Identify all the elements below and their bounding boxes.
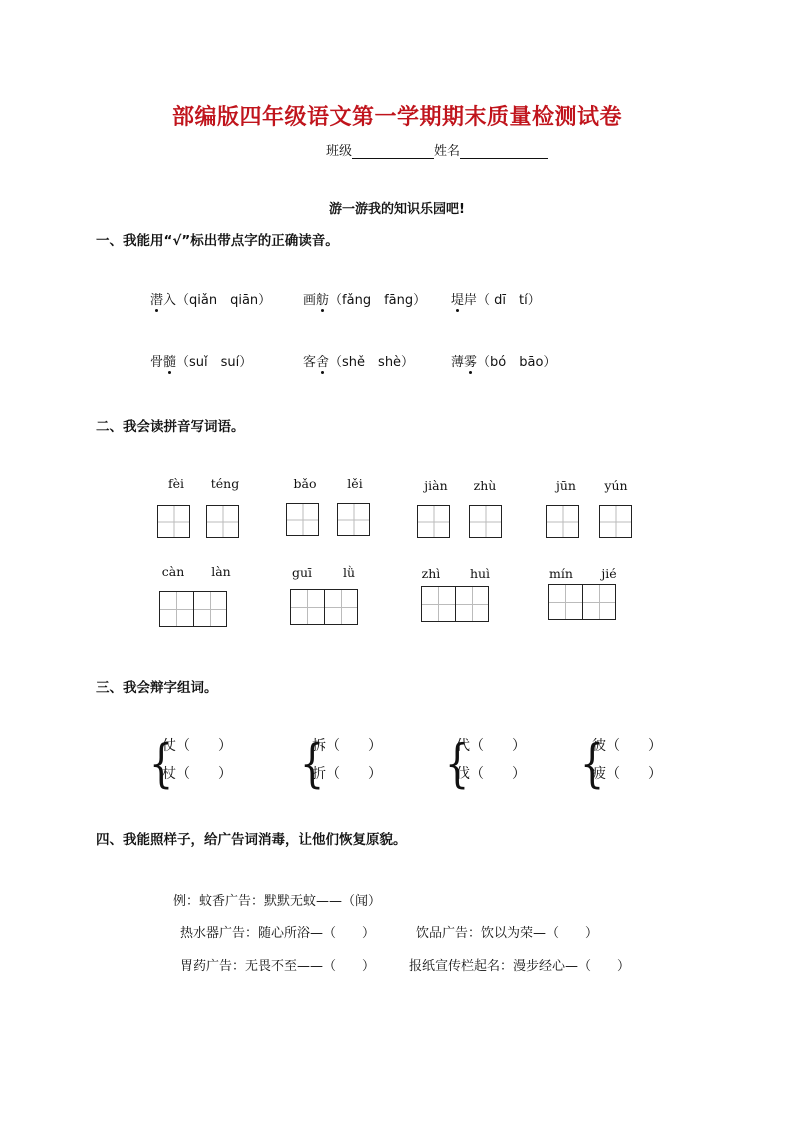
pinyin-label: bǎo <box>293 476 317 491</box>
name-blank[interactable] <box>460 144 548 159</box>
q1-item[interactable]: 薄雾（bó bāo） <box>451 351 556 370</box>
q1-item[interactable]: 堤岸（ dī tí） <box>451 289 541 308</box>
writing-box-pair[interactable] <box>548 584 616 620</box>
section1-title: 一、我能用“√”标出带点字的正确读音。 <box>96 233 339 249</box>
dotted-char: 舫 <box>316 289 329 308</box>
writing-box[interactable] <box>469 505 502 538</box>
intro-text: 游一游我的知识乐园吧! <box>329 202 465 217</box>
q3-item[interactable]: 杖（ ） <box>162 766 232 782</box>
pinyin-label: càn <box>161 564 185 579</box>
writing-box-pair[interactable] <box>159 591 227 627</box>
name-label: 姓名 <box>434 144 461 159</box>
q3-item[interactable]: 代（ ） <box>456 738 526 754</box>
q1-item[interactable]: 客舍（shě shè） <box>303 351 414 370</box>
section4-title: 四、我能照样子，给广告词消毒，让他们恢复原貌。 <box>96 832 407 848</box>
writing-box[interactable] <box>337 503 370 536</box>
pinyin-label: lěi <box>347 476 363 491</box>
class-blank[interactable] <box>352 144 434 159</box>
dotted-char: 髓 <box>163 351 176 370</box>
class-label: 班级 <box>326 144 353 159</box>
pinyin-label: yún <box>604 478 628 493</box>
brace-icon: { <box>580 733 605 794</box>
brace-icon: { <box>149 733 174 794</box>
writing-box-pair[interactable] <box>290 589 358 625</box>
q3-item[interactable]: 拆（ ） <box>312 738 382 754</box>
pinyin-label: jūn <box>556 478 576 493</box>
pinyin-label: guī <box>291 565 313 580</box>
brace-icon: { <box>445 733 470 794</box>
pinyin-label: lǜ <box>342 565 356 580</box>
writing-box[interactable] <box>286 503 319 536</box>
dotted-char: 舍 <box>316 351 329 370</box>
page-title: 部编版四年级语文第一学期期末质量检测试卷 <box>171 105 622 130</box>
writing-box[interactable] <box>599 505 632 538</box>
brace-icon: { <box>300 733 325 794</box>
class-name-line <box>326 140 548 159</box>
pinyin-label: jié <box>601 566 617 581</box>
pinyin-label: mín <box>549 566 573 581</box>
q1-item[interactable]: 画舫（fǎng fāng） <box>303 289 426 308</box>
dotted-char: 潜 <box>150 289 163 308</box>
q4-item[interactable]: 胃药广告：无畏不至——（ ） <box>180 959 376 974</box>
q3-item[interactable]: 折（ ） <box>312 766 382 782</box>
q4-item[interactable]: 热水器广告：随心所浴—（ ） <box>180 926 376 941</box>
pinyin-label: jiàn <box>424 478 448 493</box>
q1-item[interactable]: 潜入（qiǎn qiān） <box>150 289 271 308</box>
writing-box[interactable] <box>157 505 190 538</box>
q1-item[interactable]: 骨髓（suǐ suí） <box>150 351 252 370</box>
q3-item[interactable]: 疲（ ） <box>592 766 662 782</box>
q4-item[interactable]: 饮品广告：饮以为荣—（ ） <box>416 926 599 941</box>
q3-item[interactable]: 彼（ ） <box>592 738 662 754</box>
writing-box-pair[interactable] <box>421 586 489 622</box>
section2-title: 二、我会读拼音写词语。 <box>96 419 245 435</box>
writing-box[interactable] <box>206 505 239 538</box>
dotted-char: 堤 <box>451 289 464 308</box>
pinyin-label: zhì <box>421 566 441 581</box>
dotted-char: 雾 <box>464 351 477 370</box>
writing-box[interactable] <box>546 505 579 538</box>
section3-title: 三、我会辩字组词。 <box>96 680 218 696</box>
pinyin-label: zhù <box>473 478 497 493</box>
pinyin-label: làn <box>211 564 231 579</box>
q4-item[interactable]: 报纸宣传栏起名：漫步经心—（ ） <box>409 959 631 974</box>
pinyin-label: téng <box>210 476 240 491</box>
q3-item[interactable]: 仗（ ） <box>162 738 232 754</box>
pinyin-label: fèi <box>167 476 185 491</box>
example-line: 例：蚊香广告：默默无蚊——（闻） <box>173 894 382 909</box>
pinyin-label: huì <box>469 566 491 581</box>
writing-box[interactable] <box>417 505 450 538</box>
q3-item[interactable]: 伐（ ） <box>456 766 526 782</box>
